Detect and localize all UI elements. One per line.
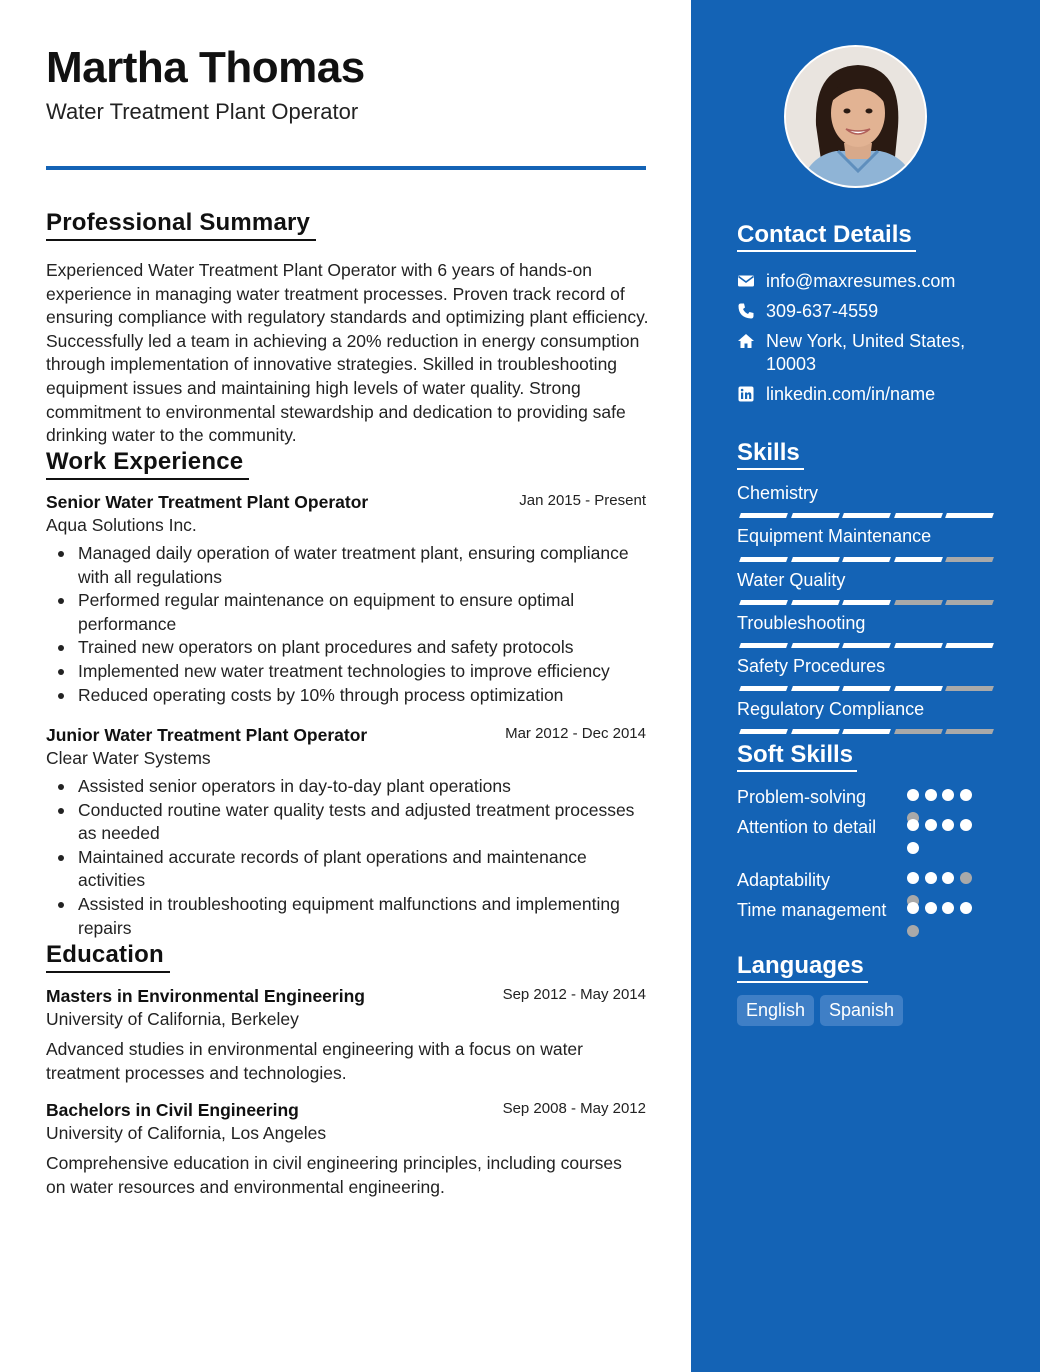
rating-dot: [925, 819, 937, 831]
rating-dot: [907, 842, 919, 854]
skill-segment: [791, 729, 840, 734]
skill-segment: [842, 686, 891, 691]
skill-item: [737, 656, 993, 677]
skill-segment: [791, 600, 840, 605]
skill-meter: [737, 557, 993, 562]
skill-segment: [842, 729, 891, 734]
skill-meter: [737, 729, 993, 734]
job-date: Mar 2012 - Dec 2014: [505, 725, 646, 742]
list-item: Assisted senior operators in day-to-day plant operations: [46, 775, 646, 799]
education-description: Advanced studies in environmental engineering with a focus on water treatment processes and technologies.: [46, 1039, 583, 1083]
soft-skill-label: Attention to detail: [737, 817, 877, 837]
envelope-icon: [737, 272, 755, 290]
skill-segment: [894, 643, 943, 648]
job-bullets: [46, 775, 646, 940]
soft-skill-label: Adaptability: [737, 870, 831, 890]
skill-segment: [739, 600, 788, 605]
skill-segment: [894, 686, 943, 691]
job-entry: [46, 492, 646, 707]
skill-segment: [739, 643, 788, 648]
skills-heading: Skills: [737, 439, 804, 470]
rating-dot: [925, 902, 937, 914]
languages-heading: Languages: [737, 952, 868, 983]
soft-skill-label: Problem-solving: [737, 787, 867, 807]
list-item: Implemented new water treatment technologies to improve efficiency: [46, 660, 646, 684]
job-company: Clear Water Systems: [46, 748, 211, 768]
rating-dot: [942, 789, 954, 801]
skill-segment: [791, 686, 840, 691]
rating-dot: [907, 789, 919, 801]
job-entry: [46, 725, 646, 940]
email-text: info@maxresumes.com: [766, 271, 956, 291]
skill-segment: [945, 600, 994, 605]
skill-segment: [894, 600, 943, 605]
skill-segment: [739, 513, 788, 518]
skill-segment: [945, 557, 994, 562]
rating-dot: [925, 789, 937, 801]
skill-segment: [791, 643, 840, 648]
candidate-title: Water Treatment Plant Operator: [46, 99, 359, 124]
job-company: Aqua Solutions Inc.: [46, 515, 197, 535]
skill-segment: [894, 513, 943, 518]
list-item: Trained new operators on plant procedures and safety protocols: [46, 636, 646, 660]
rating-dot: [960, 902, 972, 914]
skill-segment: [842, 557, 891, 562]
list-item: Assisted in troubleshooting equipment malfunctions and implementing repairs: [46, 893, 646, 940]
skill-label: Chemistry: [737, 483, 819, 503]
address-text: New York, United States, 10003: [766, 331, 966, 374]
skill-meter: [737, 513, 993, 518]
linkedin-icon: [737, 385, 755, 403]
skill-segment: [739, 729, 788, 734]
skill-label: Equipment Maintenance: [737, 526, 932, 546]
phone-icon: [737, 302, 755, 320]
home-icon: [737, 332, 755, 350]
rating-dot: [907, 925, 919, 937]
skill-segment: [894, 557, 943, 562]
contact-heading: Contact Details: [737, 221, 916, 252]
language-chip: English: [737, 995, 814, 1026]
skill-segment: [945, 513, 994, 518]
skill-item: [737, 613, 993, 634]
job-role: Junior Water Treatment Plant Operator: [46, 725, 368, 745]
degree-title: Bachelors in Civil Engineering: [46, 1100, 299, 1120]
candidate-name: Martha Thomas: [46, 43, 365, 92]
experience-heading: Work Experience: [46, 448, 249, 480]
soft-skill-rating: [907, 819, 987, 859]
contact-email[interactable]: [737, 270, 997, 293]
skill-segment: [945, 729, 994, 734]
education-heading: Education: [46, 941, 170, 973]
language-chip: Spanish: [820, 995, 903, 1026]
skill-label: Water Quality: [737, 570, 846, 590]
rating-dot: [942, 872, 954, 884]
skill-segment: [791, 557, 840, 562]
soft-skills-heading: Soft Skills: [737, 741, 857, 772]
soft-skill-label: Time management: [737, 900, 887, 920]
skill-label: Troubleshooting: [737, 613, 866, 633]
profile-photo: [784, 45, 927, 188]
avatar: [786, 47, 927, 188]
skill-segment: [791, 513, 840, 518]
rating-dot: [942, 819, 954, 831]
soft-skill-item: [737, 899, 987, 922]
school-name: University of California, Berkeley: [46, 1009, 299, 1029]
header-divider: [46, 166, 646, 170]
education-description: Comprehensive education in civil engineering principles, including courses on water resources and environmental engineering.: [46, 1153, 622, 1197]
skill-meter: [737, 643, 993, 648]
rating-dot: [907, 872, 919, 884]
summary-text: Experienced Water Treatment Plant Operator with 6 years of hands-on experience in managing water treatment processes. Proven track record of ensuring compliance with regulatory standards and optimizing plant efficiency. Successfully led a team in achieving a 20% reduction in energy consumption through implementation of innovative strategies. Skilled in troubleshooting equipment issues and maintaining high levels of water quality. Strong commitment to environmental stewardship and dedication to providing safe drinking water to the community.: [46, 260, 649, 446]
contact-address: [737, 330, 997, 376]
school-name: University of California, Los Angeles: [46, 1123, 327, 1143]
contact-linkedin[interactable]: [737, 383, 997, 406]
list-item: Managed daily operation of water treatment plant, ensuring compliance with all regulations: [46, 542, 646, 589]
job-bullets: [46, 542, 646, 707]
job-role: Senior Water Treatment Plant Operator: [46, 492, 369, 512]
list-item: Reduced operating costs by 10% through process optimization: [46, 684, 646, 708]
skill-segment: [842, 643, 891, 648]
skill-segment: [894, 729, 943, 734]
skill-item: [737, 699, 993, 720]
soft-skill-item: [737, 786, 987, 809]
soft-skill-item: [737, 869, 987, 892]
rating-dot: [960, 819, 972, 831]
rating-dot: [942, 902, 954, 914]
skill-label: Regulatory Compliance: [737, 699, 925, 719]
rating-dot: [960, 789, 972, 801]
phone-text: 309-637-4559: [766, 301, 879, 321]
contact-phone[interactable]: [737, 300, 997, 323]
soft-skill-rating: [907, 902, 987, 942]
skill-segment: [739, 686, 788, 691]
skill-item: [737, 526, 993, 547]
soft-skill-item: [737, 816, 987, 839]
skill-segment: [945, 643, 994, 648]
education-entry: [46, 1100, 646, 1199]
education-date: Sep 2008 - May 2012: [502, 1100, 646, 1117]
skill-segment: [842, 513, 891, 518]
skill-segment: [739, 557, 788, 562]
job-date: Jan 2015 - Present: [519, 492, 646, 509]
skill-item: [737, 570, 993, 591]
rating-dot: [907, 819, 919, 831]
linkedin-text: linkedin.com/in/name: [766, 384, 936, 404]
rating-dot: [925, 872, 937, 884]
list-item: Performed regular maintenance on equipment to ensure optimal performance: [46, 589, 646, 636]
list-item: Conducted routine water quality tests and adjusted treatment processes as needed: [46, 799, 646, 846]
list-item: Maintained accurate records of plant operations and maintenance activities: [46, 846, 646, 893]
education-date: Sep 2012 - May 2014: [502, 986, 646, 1003]
summary-heading: Professional Summary: [46, 209, 316, 241]
degree-title: Masters in Environmental Engineering: [46, 986, 365, 1006]
rating-dot: [960, 872, 972, 884]
skill-segment: [842, 600, 891, 605]
skill-item: [737, 483, 993, 504]
skill-segment: [945, 686, 994, 691]
skill-label: Safety Procedures: [737, 656, 886, 676]
rating-dot: [907, 902, 919, 914]
skill-meter: [737, 686, 993, 691]
education-entry: [46, 986, 646, 1085]
skill-meter: [737, 600, 993, 605]
